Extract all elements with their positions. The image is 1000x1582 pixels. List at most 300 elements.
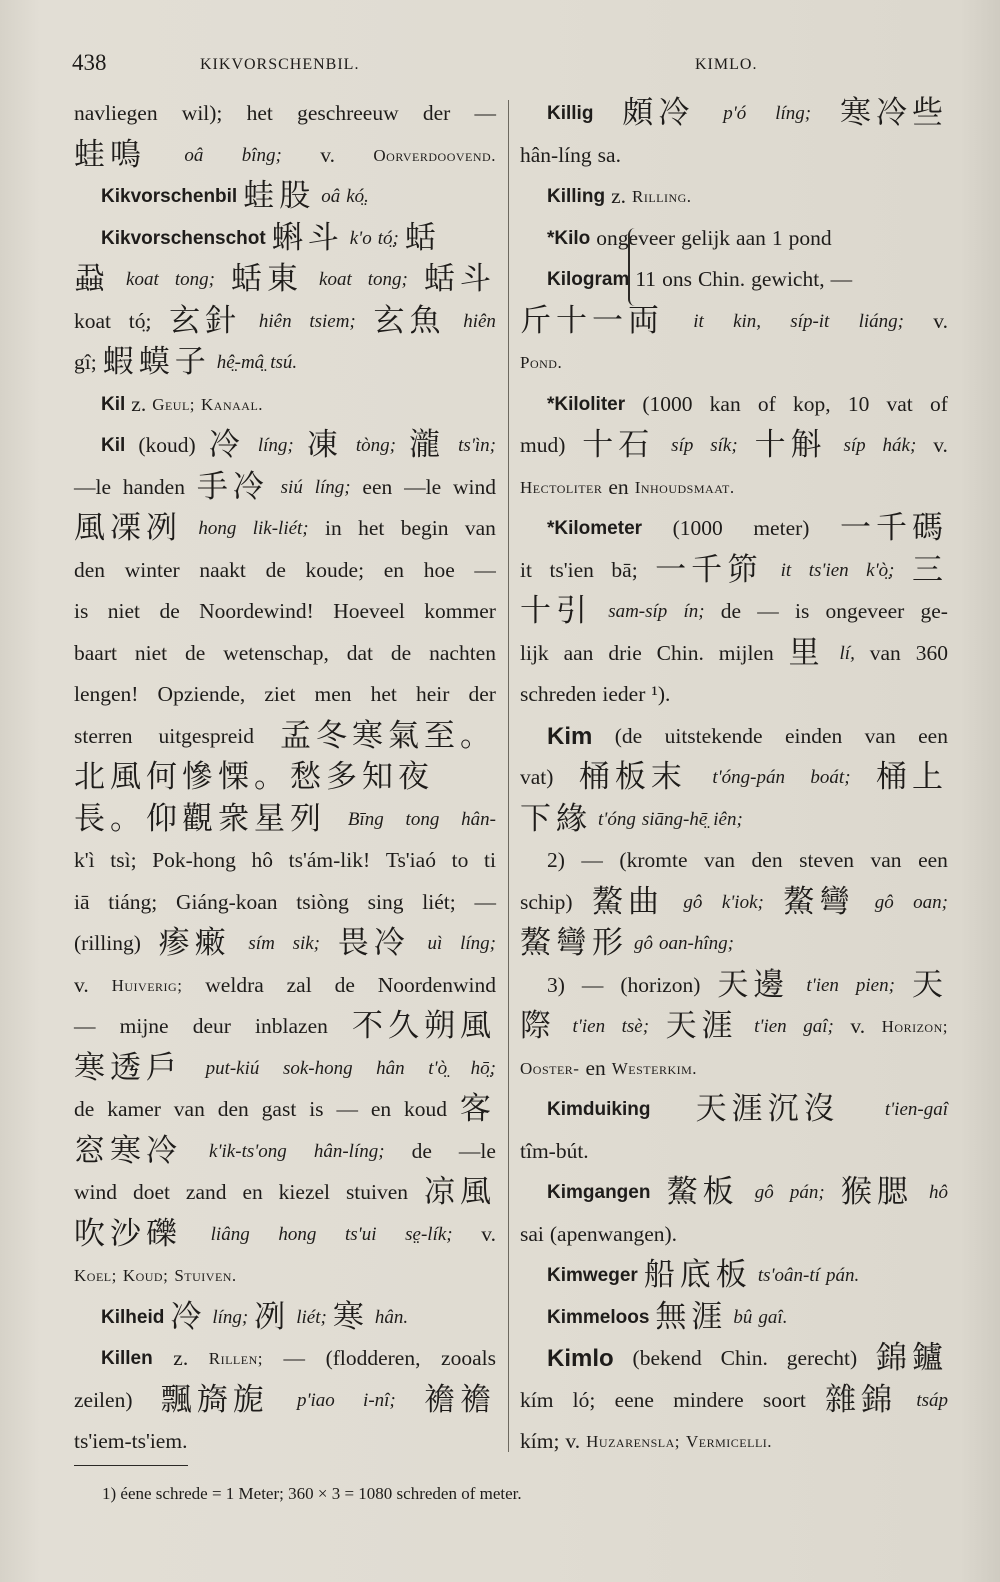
text-word: drie — [608, 640, 642, 665]
text-word: begin — [400, 516, 449, 540]
romanization: hân- — [461, 808, 496, 830]
text-word: Chin. — [697, 267, 746, 291]
romanization: hân. — [374, 1306, 409, 1328]
text-word: v. — [933, 308, 948, 333]
text-word: stuiven — [345, 1180, 409, 1204]
text-line — [520, 1089, 948, 1131]
text-word: (rilling) — [74, 931, 141, 955]
headword: Kil — [101, 435, 126, 456]
text-word: in — [325, 516, 342, 540]
chinese-characters: 凍 — [306, 427, 343, 463]
romanization: t'ien — [806, 974, 839, 996]
cross-reference: Rillen; — [208, 1349, 263, 1368]
chinese-characters: 吹沙礫 — [74, 1215, 182, 1252]
text-word: het — [370, 682, 397, 706]
chinese-characters: 窓寒冷 — [74, 1132, 182, 1169]
chinese-characters: 猴腮 — [840, 1174, 913, 1210]
text-word: wind — [452, 474, 496, 499]
chinese-characters: 蛞 — [404, 219, 441, 256]
text-word: (1000 — [672, 516, 723, 540]
text-word: tsiòng — [296, 889, 349, 914]
text-word: of — [757, 391, 776, 416]
chinese-characters: 里 — [788, 634, 825, 671]
romanization: t'ò̤ — [428, 1057, 448, 1079]
text-word: sterren — [74, 723, 133, 748]
text-word: vat — [886, 391, 913, 416]
headword: Kimgangen — [547, 1182, 651, 1203]
text-word: de — [720, 599, 742, 623]
chinese-characters: 頗冷 — [622, 95, 695, 131]
text-word: doet — [132, 1180, 170, 1204]
text-word: uitgespreid — [158, 723, 255, 748]
running-head-left: KIKVORSCHENBIL. — [200, 56, 360, 73]
chinese-characters: 際 — [520, 1008, 556, 1044]
text-word: van — [464, 516, 496, 540]
romanization: tsáp — [916, 1389, 948, 1411]
text-word: iā — [74, 889, 90, 914]
headword: Kim — [547, 722, 593, 750]
text-word: inblazen — [255, 1014, 328, 1038]
cross-reference: Huzarensla; — [586, 1432, 680, 1451]
chinese-characters: 十引 — [520, 593, 592, 629]
text-word: z. — [611, 184, 626, 208]
chinese-characters: 下緣 — [520, 800, 592, 837]
footnote-rule — [74, 1465, 188, 1466]
text-word: van — [869, 640, 901, 665]
romanization: hân — [376, 1057, 405, 1079]
headword: Kikvorschenschot — [101, 227, 266, 249]
text-word: (bekend — [632, 1346, 702, 1370]
text-line — [520, 1131, 948, 1173]
text-line — [74, 799, 496, 841]
text-word: kiezel — [278, 1180, 330, 1204]
text-word: (kromte — [619, 848, 688, 872]
romanization: síp — [671, 435, 694, 456]
romanization: síp — [843, 435, 866, 456]
romanization: ts'ien — [808, 559, 849, 581]
text-word: de — [185, 640, 206, 665]
romanization: hân-líng; — [313, 1140, 385, 1162]
romanization: ín; — [683, 601, 705, 622]
chinese-characters: 玄針 — [169, 302, 242, 339]
text-word: z. — [131, 391, 147, 416]
text-word: soort — [762, 1387, 806, 1412]
headword: Kilogram — [547, 269, 630, 290]
romanization: t'ien — [572, 1016, 606, 1037]
text-word: — — [474, 101, 496, 125]
headword: Kimmeloos — [547, 1306, 650, 1328]
text-line — [520, 301, 948, 343]
text-word: sai — [520, 1221, 544, 1246]
chinese-characters: 天 — [911, 966, 948, 1003]
text-word: aan — [563, 640, 594, 665]
text-line — [74, 1214, 496, 1256]
text-word: uitstekende — [664, 723, 763, 748]
text-line — [74, 591, 496, 633]
romanization: koat — [126, 269, 159, 290]
text-word: Pok-hong — [152, 848, 236, 872]
cross-reference: Vermicelli. — [686, 1432, 773, 1451]
romanization: tsiem; — [309, 310, 356, 332]
text-line — [74, 508, 496, 550]
text-line — [74, 882, 496, 924]
text-word: —le — [458, 1138, 496, 1163]
text-word: (horizon) — [620, 972, 701, 997]
text-word: is — [74, 599, 89, 623]
text-line — [74, 757, 496, 799]
romanization: sok-hong — [282, 1057, 353, 1079]
text-line — [74, 716, 496, 758]
text-word: (apenwangen). — [549, 1221, 678, 1246]
chinese-characters: 飄旖旎 — [160, 1381, 269, 1418]
chinese-characters: 十斛 — [754, 427, 827, 463]
text-word: ló; — [572, 1387, 596, 1412]
romanization: kó̤. — [346, 186, 369, 207]
text-word: der — [468, 682, 496, 706]
romanization: síp-it — [790, 310, 830, 332]
text-word: lengen! — [74, 682, 139, 706]
chinese-characters: 三 — [911, 551, 948, 588]
headword: Killen — [101, 1348, 153, 1369]
text-word: 1 — [771, 225, 783, 250]
text-word: kamer — [107, 1097, 161, 1121]
text-line — [520, 633, 948, 675]
romanization: t'óng-pán — [712, 767, 785, 788]
cross-reference: Pond. — [520, 353, 563, 372]
text-line — [520, 1006, 948, 1048]
text-line — [520, 550, 948, 592]
romanization: gô — [683, 891, 703, 913]
text-word: zeilen) — [74, 1387, 133, 1412]
chinese-characters: 寒透戶 — [74, 1049, 182, 1086]
romanization: uì — [427, 933, 443, 954]
chinese-characters: 手冷 — [196, 468, 269, 505]
romanization: gaî. — [758, 1306, 788, 1328]
text-word: meter) — [753, 516, 810, 540]
romanization: pán. — [825, 1265, 860, 1286]
text-word: van — [173, 1097, 205, 1121]
chinese-characters: 桶上 — [875, 759, 948, 795]
text-word: den — [217, 1097, 249, 1121]
cross-reference: Stuiven. — [174, 1266, 237, 1285]
text-line — [74, 301, 496, 343]
chinese-characters: 畏冷 — [337, 925, 410, 961]
text-line — [520, 1214, 948, 1256]
text-line — [520, 508, 948, 550]
chinese-characters: 蛞斗 — [423, 261, 496, 297]
text-line — [520, 176, 948, 218]
text-line — [74, 218, 496, 260]
cross-reference: Koud; — [122, 1266, 169, 1285]
chinese-characters: 十石 — [582, 427, 655, 463]
romanization: bîng; — [241, 144, 282, 166]
kilo-brace — [628, 228, 640, 306]
text-word: Giáng-koan — [176, 889, 278, 914]
chinese-characters: 蝨 — [74, 261, 110, 297]
text-line — [74, 840, 496, 882]
text-word: zooals — [441, 1346, 496, 1370]
romanization: ts'ìn; — [458, 435, 496, 456]
text-word: kan — [709, 391, 741, 416]
text-word: ongeveer — [596, 225, 676, 250]
text-word: zal — [286, 972, 312, 997]
chinese-characters: 玄魚 — [373, 302, 446, 339]
text-word: —le — [404, 474, 442, 499]
text-word: ge- — [920, 599, 948, 623]
text-word: einden — [784, 723, 843, 748]
text-line — [74, 1380, 496, 1422]
text-line — [74, 1255, 496, 1297]
text-line — [74, 1172, 496, 1214]
headword: Kil — [101, 393, 126, 415]
romanization: oan; — [913, 891, 948, 913]
headword: Kimduiking — [547, 1099, 651, 1120]
romanization: t'óng — [598, 808, 636, 830]
headword: Killig — [547, 103, 594, 124]
romanization: se̤-lík; — [405, 1223, 453, 1245]
romanization: hong — [278, 1223, 317, 1245]
text-word: het — [358, 516, 385, 540]
text-line — [74, 1048, 496, 1090]
text-word: (1000 — [642, 391, 693, 416]
text-line — [520, 923, 948, 965]
text-word: weldra — [205, 972, 264, 997]
romanization: oâ — [184, 144, 204, 166]
text-word: to — [451, 848, 469, 872]
romanization: k'ik-ts'ong — [209, 1140, 287, 1162]
romanization: bû — [733, 1306, 753, 1328]
text-word: v. — [74, 972, 89, 997]
text-word: niet — [107, 599, 141, 623]
romanization: tong; — [367, 269, 408, 290]
text-word: k'ì — [74, 848, 95, 872]
text-word: liét; — [422, 889, 456, 914]
headword: Killing — [547, 186, 606, 207]
romanization: put-kiú — [205, 1057, 260, 1079]
text-word: is — [794, 599, 810, 623]
text-word: een — [918, 848, 948, 872]
text-word: zand — [185, 1180, 227, 1204]
text-line — [520, 93, 948, 135]
text-word: de — [390, 640, 412, 665]
text-line — [74, 176, 496, 218]
romanization: pien; — [855, 974, 895, 996]
text-word: Noordewind! — [199, 599, 314, 623]
romanization: lí, — [839, 642, 855, 664]
romanization: sík; — [710, 435, 738, 456]
text-line — [520, 716, 948, 758]
text-line — [520, 384, 948, 426]
column-divider — [508, 100, 509, 1452]
chinese-characters: 北風何慘慄。愁多知夜 — [74, 759, 434, 795]
text-word: heir — [415, 682, 450, 706]
text-word: — — [474, 889, 496, 914]
romanization: pán; — [789, 1182, 825, 1203]
text-word: tó̤; — [128, 308, 152, 333]
text-word: koat — [74, 308, 112, 333]
text-word: pond — [788, 225, 832, 250]
chinese-characters: 瘆瘷 — [158, 925, 231, 961]
cross-reference: Koel; — [74, 1266, 117, 1285]
romanization: hák; — [882, 435, 917, 456]
text-word: en — [383, 557, 405, 582]
romanization: koat — [319, 269, 352, 290]
text-word: vat) — [520, 765, 554, 789]
text-word: is — [309, 1097, 324, 1121]
text-word: Ts'iaó — [385, 848, 436, 872]
text-word: den — [74, 557, 106, 582]
headword: Kikvorschenbil — [101, 186, 238, 207]
cross-reference: Huiverig; — [111, 975, 183, 995]
text-word: handen — [122, 474, 185, 499]
cross-reference: Inhoudsmaat. — [634, 477, 735, 497]
text-word: ons — [662, 267, 692, 291]
text-word: hân-líng — [520, 142, 592, 167]
romanization: iên; — [713, 808, 743, 830]
chinese-characters: 蛙鳴 — [74, 136, 146, 173]
text-line — [74, 1006, 496, 1048]
text-word: ¹). — [651, 682, 671, 706]
romanization: k'o — [349, 227, 372, 249]
romanization: tó̤; — [377, 227, 399, 249]
romanization: p'ó — [723, 103, 747, 124]
chinese-characters: 不久朔風 — [352, 1008, 496, 1044]
text-word: kím; — [520, 1429, 560, 1453]
text-line — [520, 674, 948, 716]
text-line — [74, 425, 496, 467]
text-word: der — [422, 101, 451, 125]
romanization: hô — [928, 1182, 948, 1203]
text-word: ziet — [264, 682, 296, 706]
text-line — [520, 218, 948, 260]
text-word: een — [362, 474, 393, 499]
running-head-right: KIMLO. — [695, 56, 758, 73]
romanization: siāng-hē̤ — [641, 808, 708, 830]
cross-reference: Rilling. — [631, 187, 692, 206]
text-word: den — [751, 848, 783, 872]
chinese-characters: 鰲曲 — [591, 883, 664, 920]
text-word: tiáng; — [108, 889, 158, 914]
romanization: liét; — [296, 1306, 327, 1328]
text-word: naakt — [199, 557, 246, 582]
text-line — [520, 259, 948, 301]
chinese-characters: 天涯沉沒 — [695, 1091, 840, 1127]
chinese-characters: 鰲板 — [666, 1174, 739, 1210]
text-word: de — [265, 557, 286, 582]
text-word: schip) — [520, 889, 573, 914]
text-word: wil); — [181, 101, 223, 125]
text-word: — — [581, 972, 604, 997]
text-line — [520, 591, 948, 633]
text-word: eene — [614, 1387, 654, 1412]
text-word: (koud) — [138, 433, 196, 457]
right-column — [520, 93, 948, 1463]
cross-reference: Oorverdoovend. — [373, 145, 496, 165]
chinese-characters: 蝌斗 — [271, 219, 344, 256]
romanization: ts'oân-tí — [757, 1265, 820, 1286]
romanization: siú — [280, 476, 303, 498]
text-word: — — [474, 557, 496, 582]
text-word: —le — [74, 474, 112, 499]
text-word: — — [336, 1097, 358, 1121]
text-word: het — [246, 101, 273, 125]
text-word: — — [757, 599, 779, 623]
text-word: van — [703, 848, 736, 872]
text-word: bā; — [611, 557, 638, 582]
text-word: 10 — [847, 391, 870, 416]
romanization: sím — [248, 933, 275, 954]
romanization: hiên — [463, 310, 496, 332]
text-word: v. — [481, 1221, 496, 1246]
text-line — [74, 259, 496, 301]
text-word: of — [929, 391, 948, 416]
romanization: gô — [754, 1182, 774, 1203]
romanization: it — [693, 310, 704, 332]
text-word: gewicht, — [751, 267, 825, 291]
text-word: (de — [614, 723, 643, 748]
headword: Kilheid — [101, 1306, 165, 1328]
headword: *Kiloliter — [547, 393, 626, 415]
text-line — [520, 135, 948, 177]
chinese-characters: 蛞東 — [230, 261, 303, 297]
footnote: 1) éene schrede = 1 Meter; 360 × 3 = 1080 schreden of meter. — [102, 1484, 522, 1503]
romanization: líng; — [212, 1306, 249, 1328]
chinese-characters: 桶板末 — [578, 759, 687, 795]
text-line — [520, 425, 948, 467]
romanization: líng; — [460, 933, 496, 954]
romanization: it — [780, 559, 792, 581]
romanization: tong; — [174, 269, 215, 290]
romanization: liâng — [210, 1223, 250, 1245]
text-line — [520, 1421, 948, 1463]
chinese-characters: 長。仰觀衆星列 — [74, 800, 326, 837]
text-line — [520, 757, 948, 799]
text-word: ongeveer — [825, 599, 905, 623]
text-word: — — [283, 1346, 306, 1370]
text-word: koud — [404, 1097, 448, 1121]
text-line — [520, 342, 948, 384]
text-line — [74, 342, 496, 384]
text-line — [520, 882, 948, 924]
text-line — [74, 923, 496, 965]
text-word: tsì; — [110, 848, 137, 872]
text-line — [520, 1255, 948, 1297]
romanization: líng; — [257, 435, 294, 456]
text-word: mijlen — [718, 640, 774, 665]
text-word: sa. — [597, 142, 621, 167]
chinese-characters: 天涯 — [665, 1008, 738, 1044]
text-word: v. — [565, 1429, 581, 1453]
cross-reference: Hectoliter — [520, 477, 603, 497]
text-word: lijk — [520, 640, 549, 665]
chinese-characters: 錦鑪 — [875, 1340, 948, 1376]
text-line — [520, 799, 948, 841]
text-word: de — [159, 599, 180, 623]
text-word: wetenschap, — [223, 640, 329, 665]
romanization: boát; — [810, 767, 851, 788]
romanization: k'iok; — [721, 891, 764, 913]
text-word: v. — [850, 1014, 866, 1038]
chinese-characters: 寒 — [332, 1298, 369, 1335]
text-word: koude; — [305, 557, 365, 582]
text-word: v. — [933, 433, 948, 457]
chinese-characters: 冷 — [170, 1298, 207, 1335]
text-word: Chin. — [656, 640, 704, 665]
romanization: gô — [874, 891, 894, 913]
romanization: tòng; — [355, 435, 396, 456]
text-word: de — [74, 1097, 95, 1121]
chinese-characters: 冽 — [254, 1298, 291, 1335]
